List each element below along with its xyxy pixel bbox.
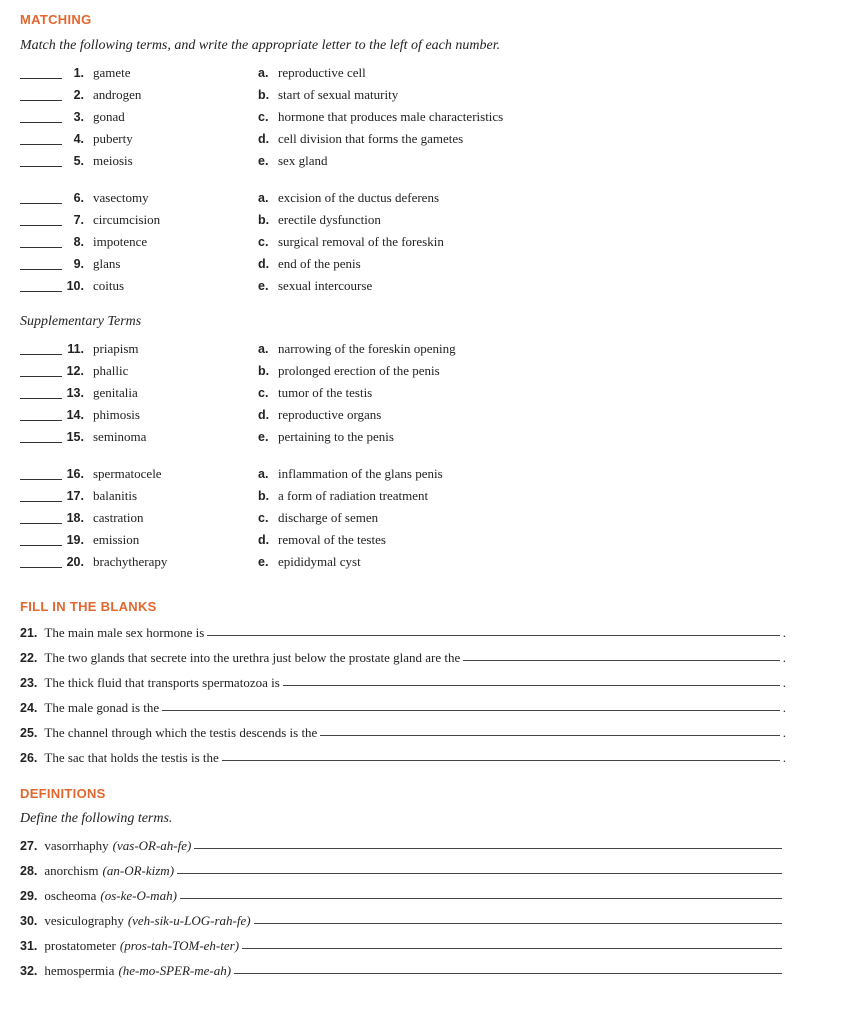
matching-row <box>0 466 846 486</box>
item-number: 6. <box>73 191 84 205</box>
term: castration <box>93 510 144 525</box>
question-text: The main male sex hormone is <box>44 625 205 640</box>
answer-blank[interactable] <box>20 567 62 568</box>
definition-row <box>20 963 782 983</box>
answer-blank[interactable] <box>20 442 62 443</box>
pronunciation: (veh-sik-u-LOG-rah-fe) <box>127 913 251 928</box>
answer-blank[interactable] <box>20 545 62 546</box>
definitions-instruction: Define the following terms. <box>20 811 173 826</box>
matching-heading: MATCHING <box>20 12 92 27</box>
answer-blank[interactable] <box>20 479 62 480</box>
definition: inflammation of the glans penis <box>278 466 443 481</box>
item-number: 9. <box>73 257 84 271</box>
definition: prolonged erection of the penis <box>278 363 440 378</box>
definition: hormone that produces male characteristics <box>278 109 504 124</box>
answer-blank[interactable] <box>20 398 62 399</box>
answer-line[interactable] <box>463 650 779 661</box>
option-letter: b. <box>258 88 270 102</box>
term: hemospermia <box>44 963 115 978</box>
definition-row <box>20 863 782 883</box>
item-number: 24. <box>20 701 38 715</box>
item-number: 10. <box>66 279 84 293</box>
question-text: The male gonad is the <box>44 700 160 715</box>
answer-blank[interactable] <box>20 122 62 123</box>
term: vesiculography <box>44 913 124 928</box>
term: impotence <box>93 234 148 249</box>
term: vasorrhaphy <box>44 838 109 853</box>
term: balanitis <box>93 488 138 503</box>
answer-line[interactable] <box>254 913 782 924</box>
definition: narrowing of the foreskin opening <box>278 341 456 356</box>
item-number: 14. <box>66 408 84 422</box>
term: genitalia <box>93 385 138 400</box>
question-text: The sac that holds the testis is the <box>44 750 219 765</box>
option-letter: d. <box>258 408 270 422</box>
option-letter: e. <box>258 279 269 293</box>
option-letter: a. <box>258 66 269 80</box>
item-number: 28. <box>20 864 38 878</box>
answer-blank[interactable] <box>20 376 62 377</box>
definition-row <box>20 888 782 908</box>
answer-line[interactable] <box>222 750 780 761</box>
term: puberty <box>93 131 133 146</box>
end-period: . <box>782 650 786 665</box>
answer-line[interactable] <box>242 938 782 949</box>
item-number: 2. <box>73 88 84 102</box>
definition-row <box>20 913 782 933</box>
answer-line[interactable] <box>283 675 780 686</box>
item-number: 8. <box>73 235 84 249</box>
matching-row <box>0 234 846 254</box>
end-period: . <box>782 625 786 640</box>
matching-row <box>0 87 846 107</box>
item-number: 30. <box>20 914 38 928</box>
definition: pertaining to the penis <box>278 429 394 444</box>
option-letter: c. <box>258 386 269 400</box>
definition: epididymal cyst <box>278 554 361 569</box>
matching-row <box>0 212 846 232</box>
fill-row <box>20 700 786 720</box>
item-number: 27. <box>20 839 38 853</box>
fill-row <box>20 625 786 645</box>
term: phallic <box>93 363 129 378</box>
matching-row <box>0 131 846 151</box>
item-number: 13. <box>66 386 84 400</box>
option-letter: b. <box>258 213 270 227</box>
matching-row <box>0 109 846 129</box>
item-number: 20. <box>66 555 84 569</box>
item-number: 5. <box>73 154 84 168</box>
end-period: . <box>782 675 786 690</box>
definition: excision of the ductus deferens <box>278 190 440 205</box>
option-letter: d. <box>258 132 270 146</box>
matching-row <box>0 65 846 85</box>
answer-blank[interactable] <box>20 166 62 167</box>
matching-row <box>0 341 846 361</box>
end-period: . <box>782 725 786 740</box>
answer-line[interactable] <box>162 700 780 711</box>
answer-blank[interactable] <box>20 501 62 502</box>
item-number: 22. <box>20 651 38 665</box>
matching-row <box>0 256 846 276</box>
matching-row <box>0 554 846 574</box>
matching-row <box>0 278 846 298</box>
option-letter: a. <box>258 342 269 356</box>
answer-blank[interactable] <box>20 100 62 101</box>
item-number: 21. <box>20 626 38 640</box>
term: gonad <box>93 109 125 124</box>
pronunciation: (vas-OR-ah-fe) <box>112 838 192 853</box>
term: coitus <box>93 278 125 293</box>
definition: cell division that forms the gametes <box>278 131 464 146</box>
term: spermatocele <box>93 466 162 481</box>
term: phimosis <box>93 407 140 422</box>
term: priapism <box>93 341 139 356</box>
item-number: 15. <box>66 430 84 444</box>
end-period: . <box>782 700 786 715</box>
answer-line[interactable] <box>177 863 782 874</box>
matching-row <box>0 407 846 427</box>
option-letter: c. <box>258 511 269 525</box>
item-number: 1. <box>73 66 84 80</box>
term: vasectomy <box>93 190 149 205</box>
pronunciation: (he-mo-SPER-me-ah) <box>118 963 232 978</box>
item-number: 23. <box>20 676 38 690</box>
definition: reproductive organs <box>278 407 382 422</box>
answer-blank[interactable] <box>20 247 62 248</box>
term: glans <box>93 256 121 271</box>
item-number: 18. <box>66 511 84 525</box>
matching-row <box>0 532 846 552</box>
answer-blank[interactable] <box>20 144 62 145</box>
answer-blank[interactable] <box>20 291 62 292</box>
term: meiosis <box>93 153 133 168</box>
matching-row <box>0 363 846 383</box>
item-number: 19. <box>66 533 84 547</box>
option-letter: c. <box>258 235 269 249</box>
matching-row <box>0 190 846 210</box>
item-number: 25. <box>20 726 38 740</box>
answer-line[interactable] <box>234 963 782 974</box>
term: prostatometer <box>44 938 116 953</box>
definition: reproductive cell <box>278 65 366 80</box>
pronunciation: (pros-tah-TOM-eh-ter) <box>119 938 240 953</box>
definition-row <box>20 938 782 958</box>
term: circumcision <box>93 212 161 227</box>
answer-blank[interactable] <box>20 420 62 421</box>
option-letter: e. <box>258 430 269 444</box>
answer-blank[interactable] <box>20 269 62 270</box>
answer-blank[interactable] <box>20 354 62 355</box>
answer-blank[interactable] <box>20 203 62 204</box>
item-number: 31. <box>20 939 38 953</box>
option-letter: a. <box>258 467 269 481</box>
end-period: . <box>782 750 786 765</box>
term: emission <box>93 532 140 547</box>
definitions-heading: DEFINITIONS <box>20 786 106 801</box>
term: gamete <box>93 65 131 80</box>
matching-row <box>0 510 846 530</box>
term: seminoma <box>93 429 147 444</box>
definition: erectile dysfunction <box>278 212 381 227</box>
item-number: 29. <box>20 889 38 903</box>
definition: tumor of the testis <box>278 385 373 400</box>
pronunciation: (an-OR-kizm) <box>102 863 175 878</box>
fill-row <box>20 675 786 695</box>
option-letter: d. <box>258 533 270 547</box>
item-number: 17. <box>66 489 84 503</box>
option-letter: b. <box>258 489 270 503</box>
matching-instruction: Match the following terms, and write the appropriate letter to the left of each number. <box>20 38 501 53</box>
answer-blank[interactable] <box>20 78 62 79</box>
term: anorchism <box>44 863 99 878</box>
fill-row <box>20 650 786 670</box>
answer-blank[interactable] <box>20 523 62 524</box>
item-number: 4. <box>73 132 84 146</box>
answer-line[interactable] <box>180 888 782 899</box>
matching-row <box>0 488 846 508</box>
fill-heading: FILL IN THE BLANKS <box>20 599 157 614</box>
option-letter: a. <box>258 191 269 205</box>
answer-line[interactable] <box>207 625 779 636</box>
matching-row <box>0 429 846 449</box>
definition-row <box>20 838 782 858</box>
question-text: The channel through which the testis descends is the <box>44 725 318 740</box>
definition: removal of the testes <box>278 532 386 547</box>
fill-row <box>20 725 786 745</box>
term: brachytherapy <box>93 554 168 569</box>
option-letter: b. <box>258 364 270 378</box>
item-number: 7. <box>73 213 84 227</box>
definition: discharge of semen <box>278 510 379 525</box>
question-text: The two glands that secrete into the urethra just below the prostate gland are the <box>44 650 461 665</box>
option-letter: d. <box>258 257 270 271</box>
answer-blank[interactable] <box>20 225 62 226</box>
term: oscheoma <box>44 888 97 903</box>
option-letter: e. <box>258 154 269 168</box>
item-number: 11. <box>67 342 84 356</box>
item-number: 32. <box>20 964 38 978</box>
item-number: 26. <box>20 751 38 765</box>
fill-row <box>20 750 786 770</box>
definition: start of sexual maturity <box>278 87 399 102</box>
item-number: 12. <box>66 364 84 378</box>
item-number: 16. <box>66 467 84 481</box>
supplementary-heading: Supplementary Terms <box>20 314 142 329</box>
definition: sex gland <box>278 153 328 168</box>
answer-line[interactable] <box>194 838 782 849</box>
option-letter: e. <box>258 555 269 569</box>
term: androgen <box>93 87 142 102</box>
pronunciation: (os-ke-O-mah) <box>100 888 177 903</box>
answer-line[interactable] <box>320 725 779 736</box>
definition: surgical removal of the foreskin <box>278 234 444 249</box>
question-text: The thick fluid that transports spermatozoa is <box>44 675 280 690</box>
definition: end of the penis <box>278 256 361 271</box>
matching-row <box>0 385 846 405</box>
matching-row <box>0 153 846 173</box>
definition: a form of radiation treatment <box>278 488 429 503</box>
item-number: 3. <box>73 110 84 124</box>
definition: sexual intercourse <box>278 278 373 293</box>
option-letter: c. <box>258 110 269 124</box>
